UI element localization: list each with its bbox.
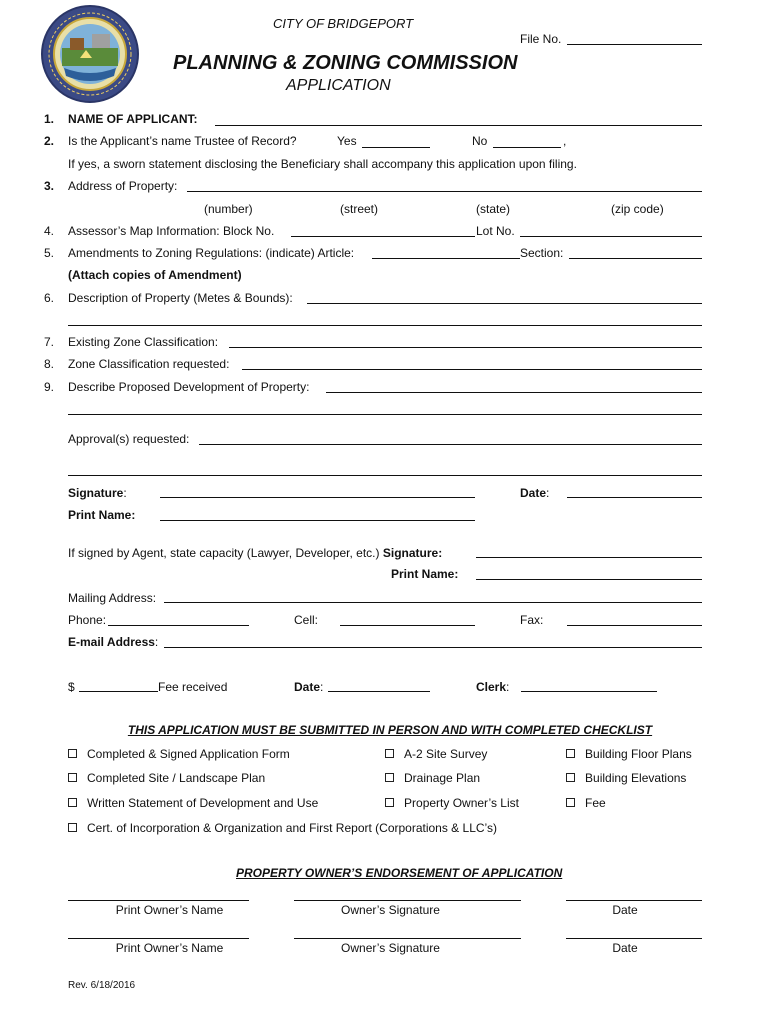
checklist-item-fee[interactable]: Fee xyxy=(566,796,606,810)
proposed-development-label: Describe Proposed Development of Property: xyxy=(68,380,310,394)
date-field[interactable] xyxy=(567,497,702,498)
file-no-field[interactable] xyxy=(567,44,702,45)
revision-date: Rev. 6/18/2016 xyxy=(68,980,136,991)
address-zip-caption: (zip code) xyxy=(611,202,664,216)
clerk-date-field[interactable] xyxy=(328,691,430,692)
lot-no-field[interactable] xyxy=(520,236,702,237)
checklist-item-elevations[interactable]: Building Elevations xyxy=(566,771,686,785)
clerk-date-label: Date: xyxy=(294,680,324,694)
cell-label: Cell: xyxy=(294,613,319,627)
owner-date-caption-1: Date xyxy=(612,903,638,917)
item-number-8: 8. xyxy=(44,357,55,371)
print-name-label: Print Name: xyxy=(68,508,136,522)
article-field[interactable] xyxy=(372,258,520,259)
checkbox[interactable] xyxy=(68,823,77,832)
address-street-caption: (street) xyxy=(340,202,379,216)
date-label: Date: xyxy=(520,486,550,500)
phone-field[interactable] xyxy=(108,625,249,626)
fee-amount-field[interactable] xyxy=(79,691,158,692)
checkbox[interactable] xyxy=(68,773,77,782)
clerk-field[interactable] xyxy=(521,691,657,692)
item-number-5: 5. xyxy=(44,246,55,260)
checkbox[interactable] xyxy=(385,798,394,807)
address-number-caption: (number) xyxy=(204,202,253,216)
print-owner-name-caption-1: Print Owner’s Name xyxy=(115,903,224,917)
item-number-9: 9. xyxy=(44,380,55,394)
checklist-item-landscape-plan[interactable]: Completed Site / Landscape Plan xyxy=(68,771,265,785)
property-description-field[interactable] xyxy=(307,303,702,304)
applicant-name-label: NAME OF APPLICANT: xyxy=(68,112,198,126)
agent-print-name-field[interactable] xyxy=(476,579,702,580)
signature-label: Signature: xyxy=(68,486,127,500)
checklist-item-owners-list[interactable]: Property Owner’s List xyxy=(385,796,519,810)
item-number-1: 1. xyxy=(44,112,55,126)
cell-field[interactable] xyxy=(340,625,475,626)
checklist-item-site-survey[interactable]: A-2 Site Survey xyxy=(385,747,487,761)
no-label: No xyxy=(472,134,488,148)
agent-capacity-text: If signed by Agent, state capacity (Lawyer, Developer, etc.) Signature: xyxy=(68,546,443,560)
mailing-address-label: Mailing Address: xyxy=(68,591,157,605)
applicant-name-field[interactable] xyxy=(215,125,702,126)
item-number-6: 6. xyxy=(44,291,55,305)
fax-field[interactable] xyxy=(567,625,702,626)
no-field[interactable] xyxy=(493,147,561,148)
checklist-heading: THIS APPLICATION MUST BE SUBMITTED IN PERSON AND WITH COMPLETED CHECKLIST xyxy=(127,723,653,737)
section-label: Section: xyxy=(520,246,564,260)
address-state-caption: (state) xyxy=(476,202,511,216)
approvals-field[interactable] xyxy=(199,444,702,445)
print-owner-name-caption-2: Print Owner’s Name xyxy=(115,941,224,955)
item-number-4: 4. xyxy=(44,224,55,238)
form-subtitle: APPLICATION xyxy=(286,77,391,94)
item-number-3: 3. xyxy=(44,179,55,193)
checklist-item-floor-plans[interactable]: Building Floor Plans xyxy=(566,747,692,761)
owner-signature-field-1[interactable] xyxy=(294,900,521,901)
checklist-item-incorporation[interactable]: Cert. of Incorporation & Organization and First Report (Corporations & LLC’s) xyxy=(68,821,497,835)
property-address-field[interactable] xyxy=(187,191,702,192)
property-description-label: Description of Property (Metes & Bounds): xyxy=(68,291,293,305)
clerk-label: Clerk: xyxy=(476,680,510,694)
existing-zone-field[interactable] xyxy=(229,347,702,348)
endorsement-heading: PROPERTY OWNER’S ENDORSEMENT OF APPLICATION xyxy=(236,866,563,880)
phone-label: Phone: xyxy=(68,613,107,627)
owner-signature-caption-1: Owner’s Signature xyxy=(341,903,440,917)
property-address-label: Address of Property: xyxy=(68,179,178,193)
form-title: PLANNING & ZONING COMMISSION xyxy=(173,52,518,74)
checkbox[interactable] xyxy=(566,749,575,758)
checkbox[interactable] xyxy=(68,798,77,807)
attach-amendment-note: (Attach copies of Amendment) xyxy=(68,268,242,282)
checkbox[interactable] xyxy=(385,749,394,758)
file-no-label: File No. xyxy=(520,32,562,46)
approvals-field-2[interactable] xyxy=(68,475,702,476)
section-field[interactable] xyxy=(569,258,702,259)
trustee-question: Is the Applicant’s name Trustee of Record? xyxy=(68,134,297,148)
agent-print-name-label: Print Name: xyxy=(391,567,459,581)
owner-signature-field-2[interactable] xyxy=(294,938,521,939)
existing-zone-label: Existing Zone Classification: xyxy=(68,335,219,349)
email-field[interactable] xyxy=(164,647,702,648)
owner-date-field-2[interactable] xyxy=(566,938,702,939)
checklist-item-application-form[interactable]: Completed & Signed Application Form xyxy=(68,747,290,761)
print-name-field[interactable] xyxy=(160,520,475,521)
lot-no-label: Lot No. xyxy=(476,224,515,238)
amendments-label: Amendments to Zoning Regulations: (indicate) Article: xyxy=(68,246,355,260)
checkbox[interactable] xyxy=(385,773,394,782)
approvals-label: Approval(s) requested: xyxy=(68,432,190,446)
city-name: CITY OF BRIDGEPORT xyxy=(273,16,414,31)
signature-field[interactable] xyxy=(160,497,475,498)
item-number-7: 7. xyxy=(44,335,55,349)
fee-received-label: Fee received xyxy=(158,680,228,694)
property-description-field-2[interactable] xyxy=(68,325,702,326)
yes-label: Yes xyxy=(337,134,357,148)
proposed-development-field-2[interactable] xyxy=(68,414,702,415)
dollar-sign: $ xyxy=(68,680,75,694)
assessor-map-label: Assessor’s Map Information: Block No. xyxy=(68,224,275,238)
owner-print-name-field-1[interactable] xyxy=(68,900,249,901)
trustee-note: If yes, a sworn statement disclosing the Beneficiary shall accompany this application upon filing. xyxy=(68,157,577,171)
checkbox[interactable] xyxy=(566,798,575,807)
checkbox[interactable] xyxy=(68,749,77,758)
checklist-item-drainage-plan[interactable]: Drainage Plan xyxy=(385,771,480,785)
fax-label: Fax: xyxy=(520,613,544,627)
item-number-2: 2. xyxy=(44,134,55,148)
checkbox[interactable] xyxy=(566,773,575,782)
requested-zone-label: Zone Classification requested: xyxy=(68,357,230,371)
owner-date-caption-2: Date xyxy=(612,941,638,955)
block-no-field[interactable] xyxy=(291,236,475,237)
requested-zone-field[interactable] xyxy=(242,369,702,370)
city-seal-logo xyxy=(40,4,140,104)
agent-signature-field[interactable] xyxy=(476,557,702,558)
yes-field[interactable] xyxy=(362,147,430,148)
owner-signature-caption-2: Owner’s Signature xyxy=(341,941,440,955)
proposed-development-field[interactable] xyxy=(326,392,702,393)
owner-print-name-field-2[interactable] xyxy=(68,938,249,939)
owner-date-field-1[interactable] xyxy=(566,900,702,901)
comma-mark: , xyxy=(563,134,567,148)
mailing-address-field[interactable] xyxy=(164,602,702,603)
email-label: E-mail Address: xyxy=(68,635,159,649)
checklist-item-written-statement[interactable]: Written Statement of Development and Use xyxy=(68,796,318,810)
